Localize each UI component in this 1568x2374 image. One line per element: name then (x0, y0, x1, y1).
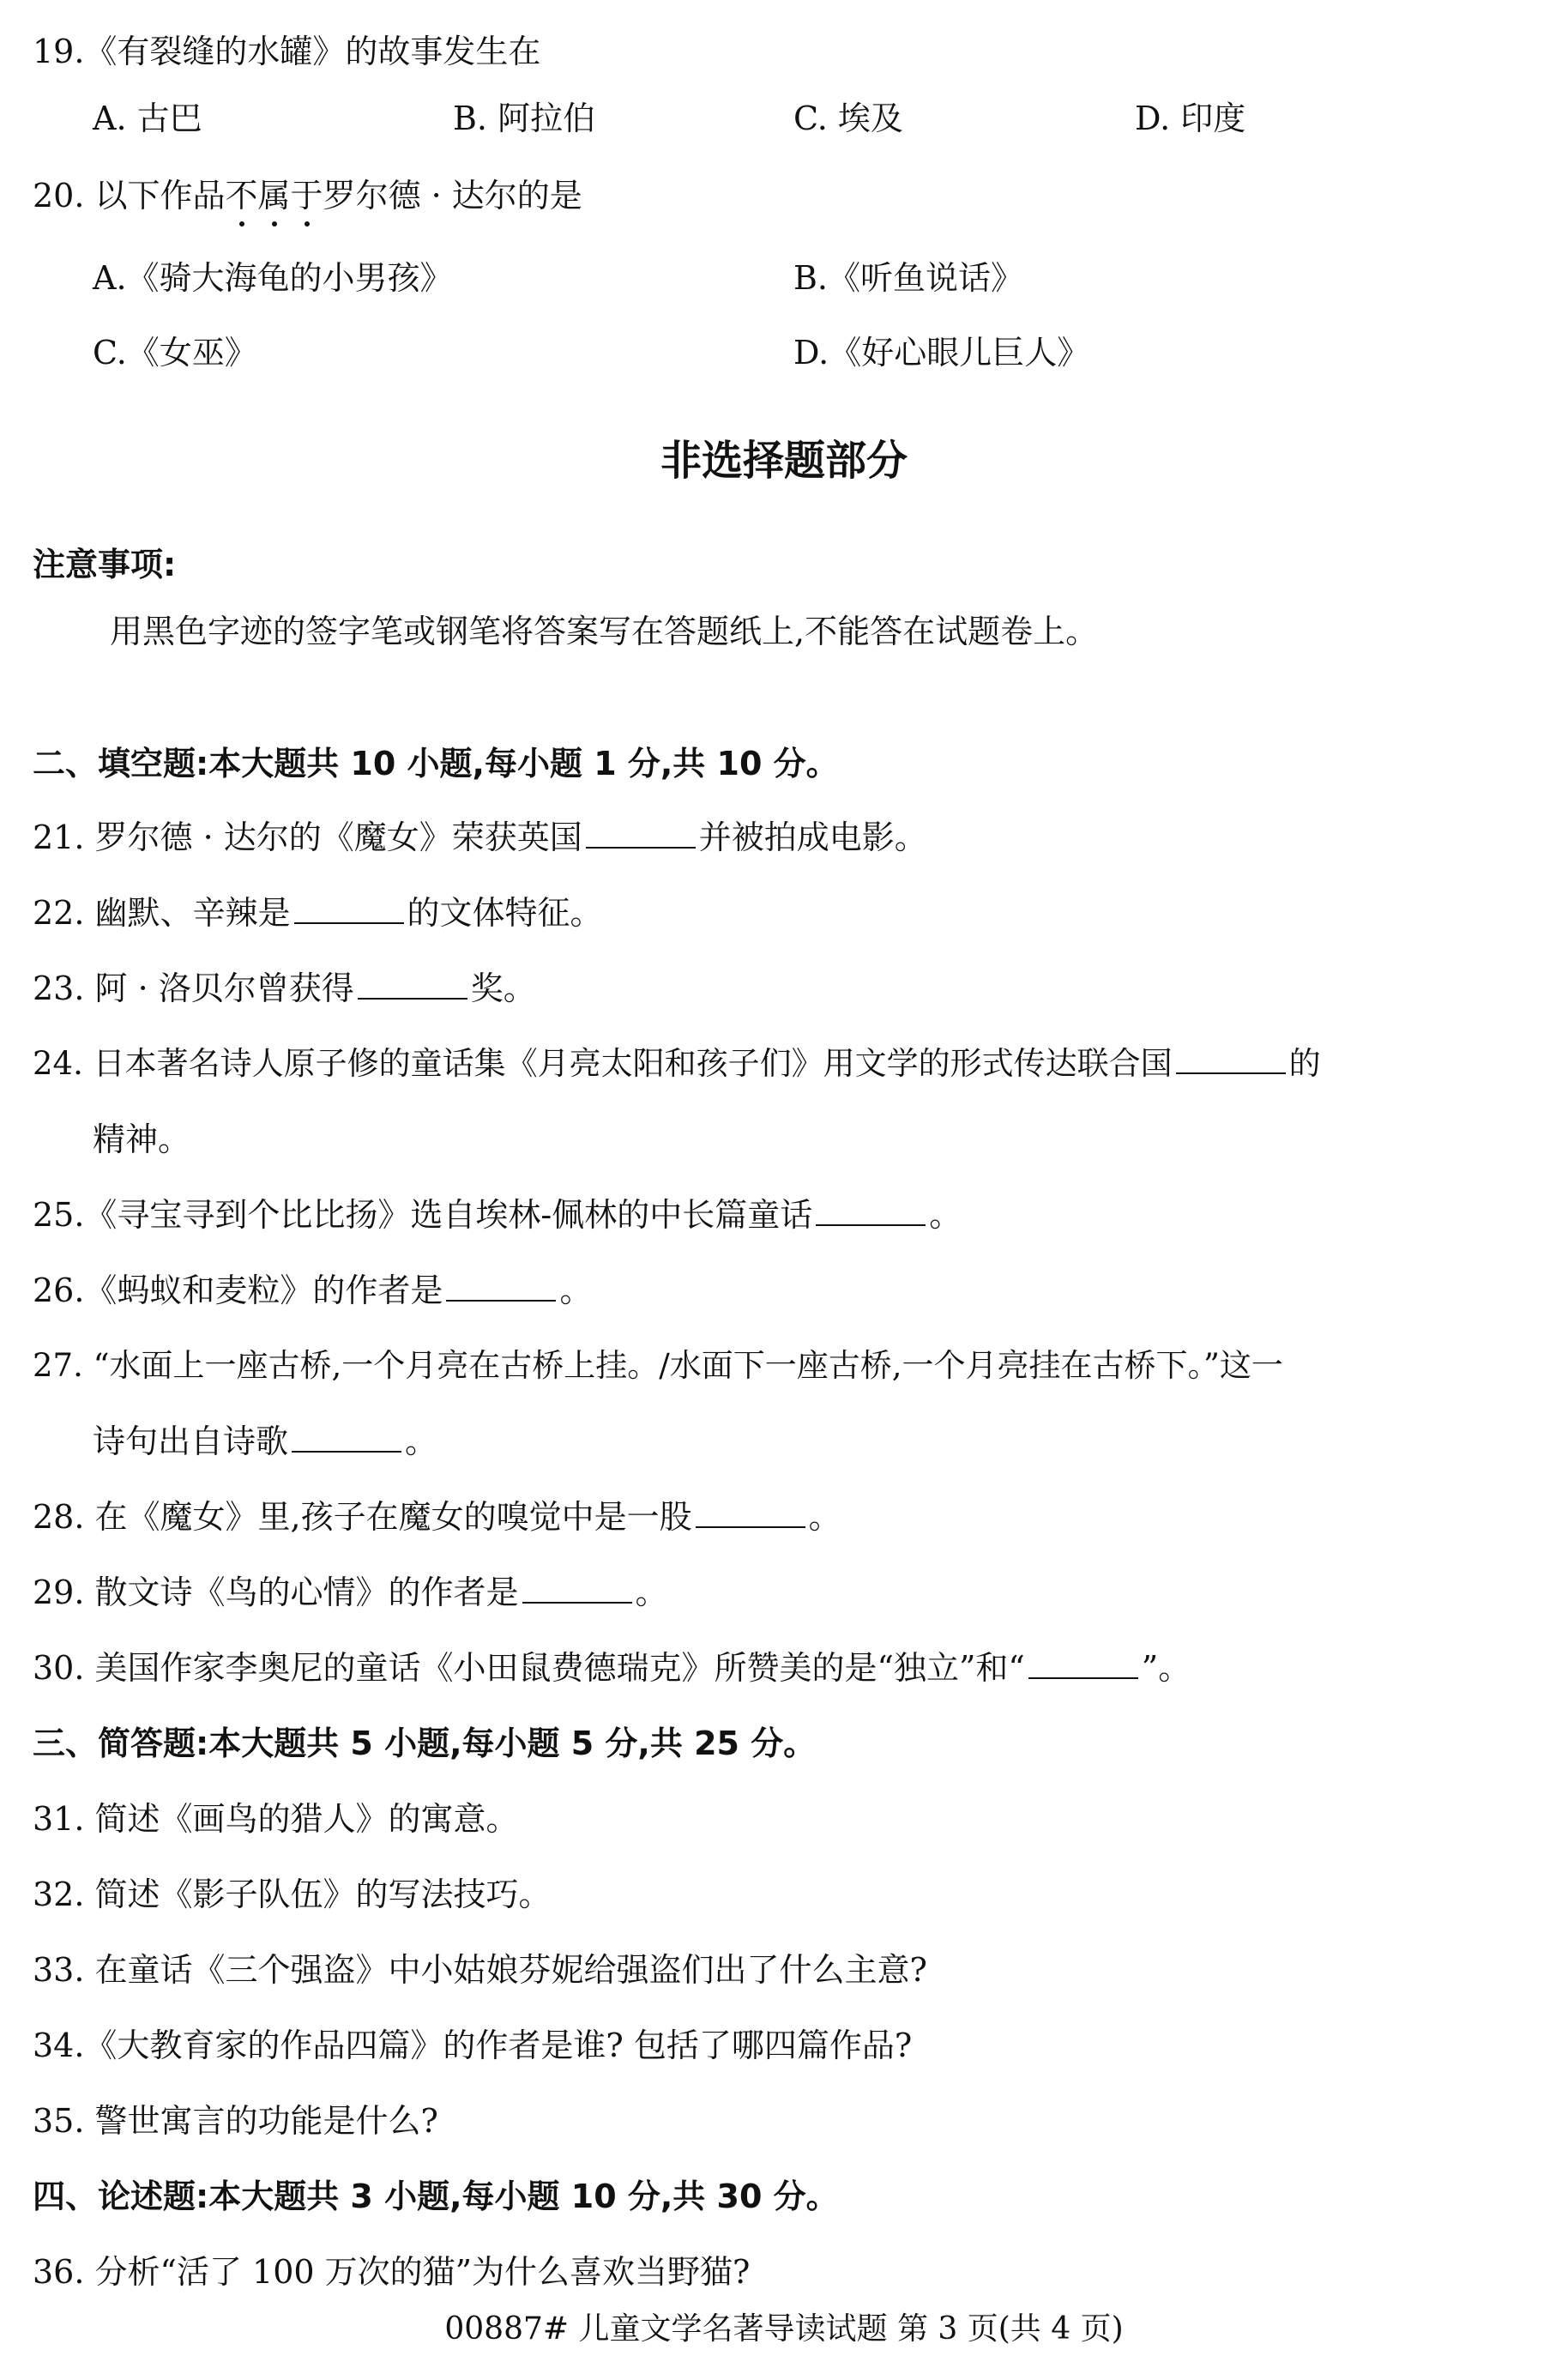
q20-stem-post: 罗尔德 · 达尔的是 (323, 177, 582, 214)
answer-blank (1176, 1042, 1286, 1074)
q20-option-d: D.《好心眼儿巨人》 (793, 334, 1090, 372)
q29-text-after: 。 (635, 1574, 668, 1611)
q26 (33, 1266, 1551, 1314)
q19-option-a: A. 古巴 (93, 100, 202, 137)
q29-text: 29. 散文诗《鸟的心情》的作者是 (33, 1574, 519, 1611)
page-footer: 00887# 儿童文学名著导读试题 第 3 页(共 4 页) (444, 2311, 1124, 2347)
q28 (33, 1493, 1551, 1541)
q22-text-after: 的文体特征。 (407, 894, 603, 932)
q19-option-c: C. 埃及 (793, 100, 903, 137)
q30 (33, 1644, 1551, 1692)
q22-text: 22. 幽默、辛辣是 (33, 894, 291, 932)
q21-text: 21. 罗尔德 · 达尔的《魔女》荣获英国 (33, 819, 582, 856)
q20-option-a: A.《骑大海龟的小男孩》 (93, 259, 453, 297)
part4-heading: 四、论述题:本大题共 3 小题,每小题 10 分,共 30 分。 (33, 2178, 839, 2215)
answer-blank (358, 967, 467, 1000)
q20-emphasis-char: 于 (291, 172, 323, 220)
q26-text-after: 。 (559, 1272, 593, 1309)
q35: 35. 警世寓言的功能是什么? (33, 2102, 438, 2140)
q22 (33, 889, 1551, 937)
answer-blank (294, 891, 404, 924)
q23 (33, 964, 1551, 1012)
q19-option-b: B. 阿拉伯 (453, 100, 596, 137)
q21-text-after: 并被拍成电影。 (698, 819, 927, 856)
q30-text-after: ”。 (1141, 1649, 1191, 1687)
q29 (33, 1568, 1551, 1616)
q27-text-after: 。 (405, 1423, 438, 1460)
answer-blank (586, 816, 696, 849)
q20-option-b: B.《听鱼说话》 (793, 259, 1024, 297)
q26-text: 26.《蚂蚁和麦粒》的作者是 (33, 1272, 443, 1309)
q25 (33, 1191, 1551, 1239)
answer-blank (696, 1495, 805, 1528)
q30-text: 30. 美国作家李奥尼的童话《小田鼠费德瑞克》所赞美的是“独立”和“ (33, 1649, 1025, 1687)
q20-option-c: C.《女巫》 (93, 334, 257, 372)
q21 (33, 813, 1551, 861)
notice-body: 用黑色字迹的签字笔或钢笔将答案写在答题纸上,不能答在试题卷上。 (110, 613, 1099, 650)
q24 (33, 1040, 1551, 1088)
q27-line2 (93, 1417, 1551, 1465)
q24-text: 24. 日本著名诗人原子修的童话集《月亮太阳和孩子们》用文学的形式传达联合国 (33, 1045, 1173, 1082)
q27-text: 诗句出自诗歌 (93, 1423, 289, 1460)
q24-continued: 精神。 (93, 1121, 191, 1158)
answer-blank (522, 1571, 632, 1604)
q34: 34.《大教育家的作品四篇》的作者是谁? 包括了哪四篇作品? (33, 2027, 913, 2064)
part2-heading: 二、填空题:本大题共 10 小题,每小题 1 分,共 10 分。 (33, 745, 839, 782)
q23-text: 23. 阿 · 洛贝尔曾获得 (33, 970, 354, 1007)
answer-blank (1028, 1646, 1138, 1679)
q27-line1: 27. “水面上一座古桥,一个月亮在古桥上挂。/水面下一座古桥,一个月亮挂在古桥下。”这一 (33, 1347, 1283, 1384)
q20-emphasis-char: 不 (226, 172, 258, 220)
q19-option-d: D. 印度 (1135, 100, 1246, 137)
section-title: 非选择题部分 (660, 437, 908, 485)
q28-text: 28. 在《魔女》里,孩子在魔女的嗅觉中是一股 (33, 1498, 692, 1536)
notice-heading: 注意事项: (33, 546, 177, 583)
q36: 36. 分析“活了 100 万次的猫”为什么喜欢当野猫? (33, 2253, 751, 2291)
q20-stem (33, 172, 1551, 220)
q32: 32. 简述《影子队伍》的写法技巧。 (33, 1876, 552, 1913)
q23-text-after: 奖。 (470, 970, 536, 1007)
answer-blank (292, 1420, 401, 1453)
q31: 31. 简述《画鸟的猎人》的寓意。 (33, 1800, 519, 1838)
q33: 33. 在童话《三个强盗》中小姑娘芬妮给强盗们出了什么主意? (33, 1951, 927, 1989)
q19-stem: 19.《有裂缝的水罐》的故事发生在 (33, 33, 541, 70)
q20-emphasis-char: 属 (258, 172, 291, 220)
part3-heading: 三、简答题:本大题共 5 小题,每小题 5 分,共 25 分。 (33, 1725, 817, 1762)
q25-text: 25.《寻宝寻到个比比扬》选自埃林-佩林的中长篇童话 (33, 1196, 813, 1234)
answer-blank (816, 1193, 926, 1226)
answer-blank (446, 1269, 556, 1302)
q28-text-after: 。 (808, 1498, 841, 1536)
q25-text-after: 。 (929, 1196, 962, 1234)
q20-stem-pre: 20. 以下作品 (33, 177, 226, 214)
q24-text-after: 的 (1288, 1045, 1321, 1082)
